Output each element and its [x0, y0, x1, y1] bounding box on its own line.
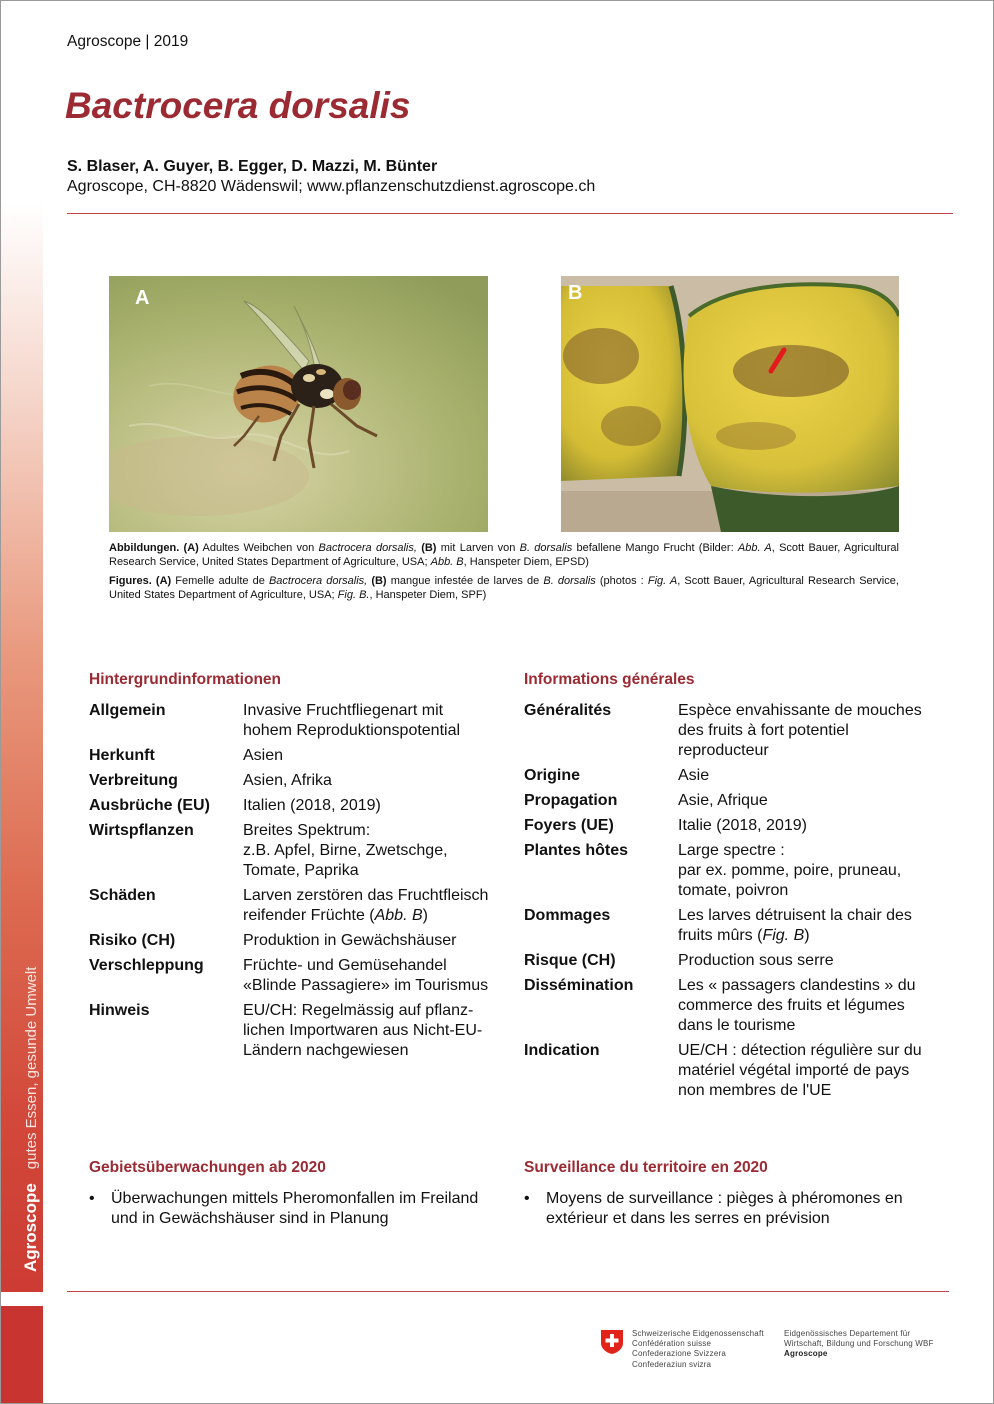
value-line: des fruits à fort potentiel: [678, 722, 849, 739]
de-row-value: [243, 821, 505, 881]
footer-line: Confederaziun svizra: [632, 1359, 712, 1369]
caption-de-lead: Abbildungen.: [109, 542, 180, 554]
footer-line: Wirtschaft, Bildung und Forschung WBF: [784, 1339, 934, 1349]
footer-line: Confédération suisse: [632, 1339, 712, 1349]
figure-b-photo: [561, 276, 899, 532]
caption-fr-fig-b: Fig. B.: [337, 589, 370, 601]
de-row-value: [243, 796, 505, 816]
value-line: [243, 906, 505, 926]
value-line: Asien: [243, 747, 284, 764]
caption-de-abb-a: Abb. A: [737, 542, 772, 554]
de-row-value: [243, 886, 505, 926]
footer-line: Schweizerische Eidgenossenschaft: [632, 1329, 764, 1338]
bullet-line: und in Gewächshäuser sind in Planung: [111, 1210, 389, 1227]
value-part-italic: Abb. B: [374, 907, 423, 924]
de-row-key: Ausbrüche (EU): [89, 797, 210, 814]
caption-de-credit-b: , Hanspeter Diem, EPSD): [463, 556, 589, 568]
de-row-key: Herkunft: [89, 747, 155, 764]
fr-row-key: Risque (CH): [524, 952, 616, 969]
affiliation: Agroscope, CH-8820 Wädenswil; www.pflanzenschutzdienst.agroscope.ch: [67, 178, 596, 195]
value-line: Produktion in Gewächshäuser: [243, 932, 457, 949]
fr-row-key: Indication: [524, 1042, 600, 1059]
value-line: tomate, poivron: [678, 882, 789, 899]
value-line: Espèce envahissante de mouches: [678, 702, 922, 719]
side-brand: Agroscope: [21, 1183, 40, 1272]
value-line: Les larves détruisent la chair des: [678, 907, 912, 924]
header-publisher-year: Agroscope | 2019: [67, 33, 189, 50]
value-line: [678, 926, 948, 946]
value-line: «Blinde Passagiere» im Tourismus: [243, 977, 489, 994]
fr-row-key: Foyers (UE): [524, 817, 614, 834]
de-surveillance-heading: Gebietsüberwachungen ab 2020: [89, 1159, 326, 1176]
value-part: ): [804, 927, 810, 944]
footer-department: [784, 1329, 934, 1360]
fr-row-value: [678, 906, 948, 946]
value-line: Italien (2018, 2019): [243, 797, 381, 814]
de-row-key: Risiko (CH): [89, 932, 176, 949]
caption-fr-a-tag: (A): [155, 575, 172, 587]
caption-de-abb-b: Abb. B: [430, 556, 464, 568]
value-line: Früchte- und Gemüsehandel: [243, 957, 447, 974]
caption-fr-credit-a2: Service, United States Department of Agriculture, USA;: [109, 575, 899, 601]
value-line: Invasive Fruchtfliegenart mit: [243, 702, 444, 719]
value-line: Asien, Afrika: [243, 772, 332, 789]
header-divider: [67, 213, 953, 214]
caption-fr-b-text-2: (photos :: [599, 575, 644, 587]
caption-de-b-species: B. dorsalis: [519, 542, 573, 554]
caption-fr-credit-a: , Scott Bauer, Agricultural Research: [677, 575, 856, 587]
fr-row-value: [678, 976, 948, 1036]
fr-row-value: [678, 791, 948, 811]
caption-de-credit-a2: Agricultural Research Service, United States Department of Agriculture, USA;: [109, 542, 899, 568]
de-row-key: Allgemein: [89, 702, 166, 719]
fr-row-value: [678, 841, 948, 901]
value-line: z.B. Apfel, Birne, Zwetschge,: [243, 842, 448, 859]
value-line: reproducteur: [678, 742, 769, 759]
side-slogan: gutes Essen, gesunde Umwelt: [23, 966, 40, 1170]
fr-surveillance-text: [546, 1189, 903, 1229]
fr-row-key: Dommages: [524, 907, 611, 924]
fr-row-key: Origine: [524, 767, 581, 784]
value-line: dans le tourisme: [678, 1017, 796, 1034]
footer-confederation: [632, 1329, 764, 1370]
bullet-line: Überwachungen mittels Pheromonfallen im Freiland: [111, 1190, 479, 1207]
value-line: Asie, Afrique: [678, 792, 768, 809]
fr-row-value: [678, 816, 948, 836]
caption-fr-fig-a: Fig. A: [647, 575, 678, 587]
fr-row-key: Généralités: [524, 702, 612, 719]
swiss-shield-icon: [600, 1329, 624, 1355]
value-line: Ländern nachgewiesen: [243, 1042, 409, 1059]
side-band-lower: [1, 1306, 43, 1404]
fruit-fly-image: [109, 276, 488, 532]
de-row-value: [243, 701, 505, 741]
de-row-value: [243, 956, 505, 996]
bullet-icon: •: [89, 1190, 95, 1207]
fr-section-heading: Informations générales: [524, 671, 695, 688]
de-section-heading: Hintergrundinformationen: [89, 671, 282, 688]
caption-fr-b-species: B. dorsalis: [543, 575, 596, 587]
caption-de-b-text: mit Larven von: [440, 542, 516, 554]
footer-line: Confederazione Svizzera: [632, 1349, 726, 1359]
bullet-line: Moyens de surveillance : pièges à phéromones en: [546, 1190, 903, 1207]
de-row-value: [243, 746, 505, 766]
caption-de: [109, 541, 899, 569]
fr-row-value: [678, 951, 948, 971]
caption-de-a-text: Adultes Weibchen von: [202, 542, 315, 554]
value-line: matériel végétal importé de pays: [678, 1062, 910, 1079]
caption-fr-a-species: Bactrocera dorsalis,: [268, 575, 368, 587]
value-part: ): [422, 907, 428, 924]
bullet-line: extérieur et dans les serres en prévision: [546, 1210, 830, 1227]
bullet-icon: •: [524, 1190, 530, 1207]
caption-de-b-tag: (B): [421, 542, 437, 554]
value-line: EU/CH: Regelmässig auf pflanz-: [243, 1002, 474, 1019]
footer-divider: [67, 1291, 949, 1292]
value-line: par ex. pomme, poire, pruneau,: [678, 862, 902, 879]
value-line: Italie (2018, 2019): [678, 817, 807, 834]
fr-row-key: Plantes hôtes: [524, 842, 629, 859]
fr-row-value: [678, 766, 948, 786]
figure-a-photo: [109, 276, 488, 532]
de-row-value: [243, 771, 505, 791]
fr-row-key: Dissémination: [524, 977, 634, 994]
de-row-key: Wirtspflanzen: [89, 822, 194, 839]
value-line: hohem Reproduktionspotential: [243, 722, 461, 739]
de-row-key: Verschleppung: [89, 957, 204, 974]
value-line: Les « passagers clandestins » du: [678, 977, 916, 994]
value-line: Breites Spektrum:: [243, 822, 371, 839]
side-text: [22, 967, 41, 1272]
page-title: Bactrocera dorsalis: [65, 85, 411, 126]
footer-line: Agroscope: [784, 1349, 828, 1359]
caption-fr: [109, 574, 899, 602]
caption-de-a-species: Bactrocera dorsalis,: [318, 542, 417, 554]
caption-fr-lead: Figures.: [109, 575, 152, 587]
value-line: Large spectre :: [678, 842, 785, 859]
value-line: Production sous serre: [678, 952, 834, 969]
side-band-separator: [1, 1292, 43, 1306]
value-line: UE/CH : détection régulière sur du: [678, 1042, 922, 1059]
footer-line: Eidgenössisches Departement für: [784, 1329, 911, 1338]
fr-row-value: [678, 701, 948, 761]
figure-a-label: A: [135, 287, 150, 309]
caption-fr-credit-b: , Hanspeter Diem, SPF): [369, 589, 487, 601]
value-line: non membres de l'UE: [678, 1082, 832, 1099]
value-line: Asie: [678, 767, 710, 784]
caption-de-a-tag: (A): [183, 542, 199, 554]
value-line: commerce des fruits et légumes: [678, 997, 905, 1014]
value-part: fruits mûrs (: [678, 927, 763, 944]
value-line: lichen Importwaren aus Nicht-EU-: [243, 1022, 483, 1039]
authors: S. Blaser, A. Guyer, B. Egger, D. Mazzi, M. Bünter: [67, 158, 438, 175]
de-row-value: [243, 1001, 505, 1061]
value-part: reifender Früchte (: [243, 907, 375, 924]
fr-row-key: Propagation: [524, 792, 618, 809]
infested-mango-image: [561, 276, 899, 532]
value-line: Larven zerstören das Fruchtfleisch: [243, 887, 489, 904]
caption-de-credit-a: , Scott Bauer,: [771, 542, 841, 554]
de-row-key: Hinweis: [89, 1002, 150, 1019]
fr-row-value: [678, 1041, 948, 1101]
value-line: Tomate, Paprika: [243, 862, 359, 879]
de-row-key: Verbreitung: [89, 772, 178, 789]
caption-fr-a-text: Femelle adulte de: [175, 575, 265, 587]
figure-b-label: B: [568, 282, 583, 304]
value-part-italic: Fig. B: [762, 927, 805, 944]
de-row-key: Schäden: [89, 887, 156, 904]
fr-surveillance-heading: Surveillance du territoire en 2020: [524, 1159, 768, 1176]
caption-fr-b-text: mangue infestée de larves de: [390, 575, 540, 587]
de-surveillance-text: [111, 1189, 478, 1229]
caption-de-b-text-2: befallene Mango Frucht (Bilder:: [576, 542, 734, 554]
de-row-value: [243, 931, 505, 951]
caption-fr-b-tag: (B): [371, 575, 387, 587]
